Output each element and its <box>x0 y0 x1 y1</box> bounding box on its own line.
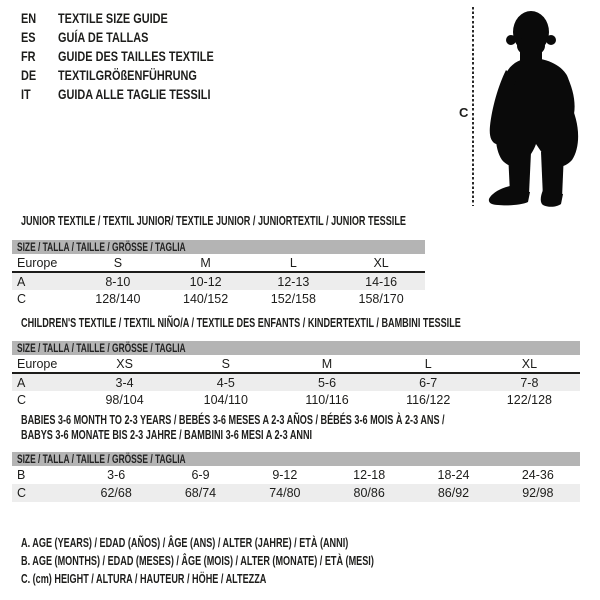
row-label: A <box>17 375 26 390</box>
language-code: ES <box>21 28 36 45</box>
table-row-age: A 3-4 4-5 5-6 6-7 7-8 <box>12 374 580 391</box>
row-label: Europe <box>17 255 58 270</box>
table-row-height: C 62/68 68/74 74/80 80/86 86/92 92/98 <box>12 484 580 502</box>
children-size-table <box>12 341 580 408</box>
row-label: B <box>17 468 26 482</box>
size-header-bar: SIZE / TALLA / TAILLE / GRÖSSE / TAGLIA <box>12 341 580 355</box>
row-label: A <box>17 274 26 289</box>
language-title: GUIDA ALLE TAGLIE TESSILI <box>58 85 211 102</box>
table-row-region: Europe XS S M L XL <box>12 355 580 372</box>
size-header-bar: SIZE / TALLA / TAILLE / GRÖSSE / TAGLIA <box>12 452 580 466</box>
language-row-de <box>21 65 258 84</box>
language-code: IT <box>21 85 31 102</box>
table-row-region: Europe S M L XL <box>12 254 425 271</box>
size-header-bar: SIZE / TALLA / TAILLE / GRÖSSE / TAGLIA <box>12 240 425 254</box>
junior-size-table <box>12 240 425 307</box>
height-measure-dotted-line <box>472 7 474 206</box>
table-row-height: C 98/104 104/110 110/116 116/122 122/128 <box>12 391 580 408</box>
row-label: C <box>17 392 27 407</box>
height-measure-label: C <box>459 105 469 120</box>
language-row-it <box>21 84 258 103</box>
language-code: EN <box>21 9 37 26</box>
language-row-es <box>21 27 258 46</box>
language-title: GUÍA DE TALLAS <box>58 28 149 45</box>
footnote-b: B. AGE (MONTHS) / EDAD (MESES) / ÂGE (MOIS) / ALTER (MONATE) / ETÀ (MESI) <box>21 553 374 568</box>
language-code: DE <box>21 66 37 83</box>
baby-silhouette-icon <box>486 8 596 208</box>
row-label: Europe <box>17 356 58 371</box>
babies-section-title: BABIES 3-6 MONTH TO 2-3 YEARS / BEBÉS 3-6 MESES A 2-3 AÑOS / BÉBÉS 3-6 MOIS À 2-3 ANS / BABYS 3-6 MONATE BIS 2-3 JAHRE / BAMBINI 3-6 MESI A 2-3 ANNI <box>21 412 445 442</box>
table-row-height: C 128/140 140/152 152/158 158/170 <box>12 290 425 307</box>
footnote-a: A. AGE (YEARS) / EDAD (AÑOS) / ÂGE (ANS) / ALTER (JAHRE) / ETÀ (ANNI) <box>21 535 349 550</box>
language-title-list <box>21 8 258 103</box>
language-title: TEXTILE SIZE GUIDE <box>58 9 168 26</box>
table-row-age: A 8-10 10-12 12-13 14-16 <box>12 273 425 290</box>
language-row-en <box>21 8 258 27</box>
table-row-age: B 3-6 6-9 9-12 12-18 18-24 24-36 <box>12 466 580 484</box>
language-code: FR <box>21 47 36 64</box>
footnote-legend <box>21 534 525 588</box>
footnote-c: C. (cm) HEIGHT / ALTURA / HAUTEUR / HÖHE / ALTEZZA <box>21 571 267 586</box>
babies-size-table <box>12 452 580 502</box>
language-row-fr <box>21 46 258 65</box>
children-section-title: CHILDREN'S TEXTILE / TEXTIL NIÑO/A / TEXTILE DES ENFANTS / KINDERTEXTIL / BAMBINI TESSILE <box>21 315 461 330</box>
language-title: TEXTILGRÖßENFÜHRUNG <box>58 66 197 83</box>
row-label: C <box>17 486 27 500</box>
language-title: GUIDE DES TAILLES TEXTILE <box>58 47 214 64</box>
row-label: C <box>17 291 27 306</box>
junior-section-title: JUNIOR TEXTILE / TEXTIL JUNIOR/ TEXTILE JUNIOR / JUNIORTEXTIL / JUNIOR TESSILE <box>21 213 406 228</box>
